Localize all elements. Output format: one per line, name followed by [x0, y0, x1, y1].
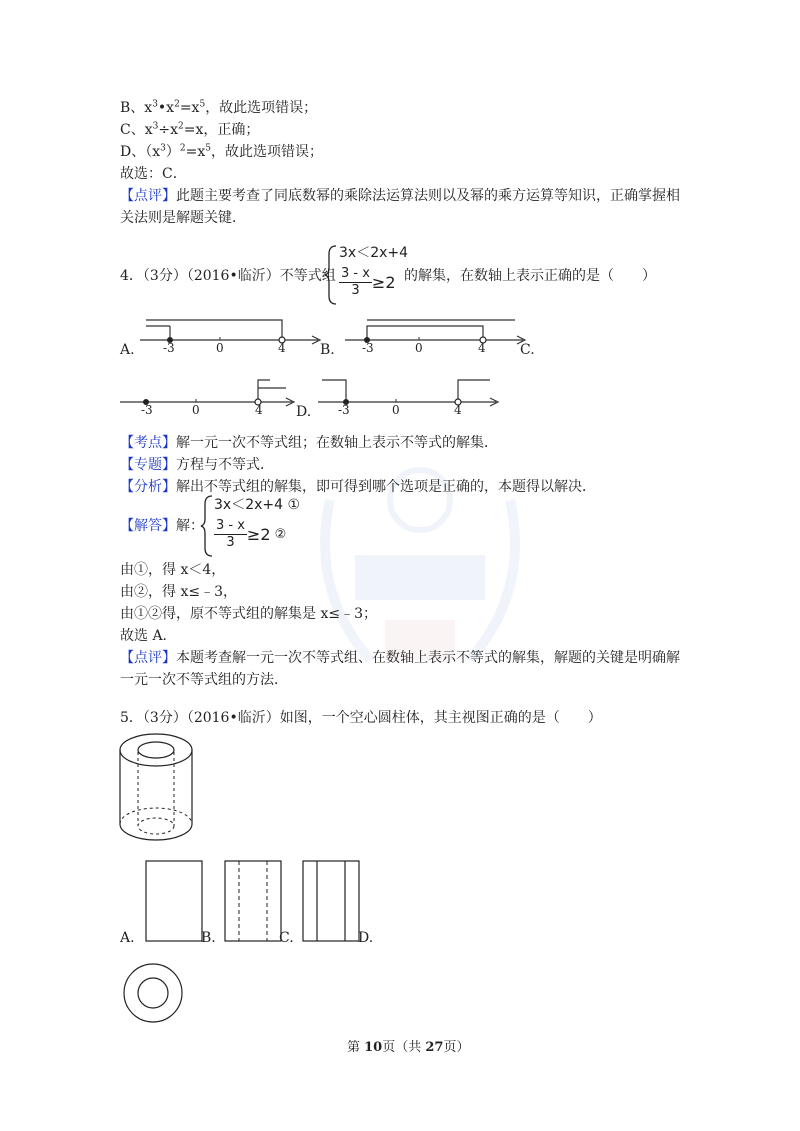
step-2: 由②，得 x≤﹣3， — [120, 584, 237, 600]
option-a-rect-figure — [145, 860, 203, 942]
tick-label: -3 — [362, 341, 374, 355]
q4-answer: 故选 A． — [120, 628, 177, 644]
tick-label: 4 — [278, 341, 286, 355]
q5-option-d-label: D. — [358, 930, 374, 946]
option-d-ring-figure — [122, 962, 184, 1024]
system-brace-icon — [326, 244, 338, 306]
tick-label: 0 — [192, 403, 200, 417]
tick-label: 4 — [478, 341, 486, 355]
q5-stem: 5．（3分）（2016•临沂）如图，一个空心圆柱体，其主视图正确的是（ ） — [120, 710, 602, 726]
option-d-label: D. — [296, 404, 312, 420]
jieda-inequality-1: 3x＜2x+4 ① — [214, 497, 301, 513]
option-a-label: A. — [120, 342, 135, 358]
tick-label: 4 — [255, 403, 263, 417]
jieda-line: 【解答】解： — [120, 518, 204, 534]
option-b-label: B. — [320, 342, 335, 358]
option-c-label: C. — [520, 342, 535, 358]
q4-stem-pre: 4．（3分）（2016•临沂）不等式组 — [120, 268, 336, 284]
tick-label: -3 — [141, 403, 153, 417]
q5-option-c-label: C. — [279, 930, 294, 946]
option-d-line: D、$(x^3)^2=x^5$，故此选项错误； — [120, 143, 323, 160]
step-3: 由①②得，原不等式组的解集是 x≤﹣3； — [120, 606, 377, 622]
step-1: 由①，得 x＜4， — [120, 562, 226, 578]
system-brace-icon — [202, 494, 214, 558]
zhuanti-line: 【专题】方程与不等式． — [120, 457, 274, 473]
tick-label: 0 — [415, 341, 423, 355]
option-b-line: B、$x^3•x^2=x^5$，故此选项错误； — [120, 99, 318, 116]
q3-answer: 故选：C． — [120, 166, 187, 182]
kaodian-line: 【考点】解一元一次不等式组；在数轴上表示不等式的解集． — [120, 435, 498, 451]
page-footer: 第 10页（共 27页） — [347, 1040, 470, 1055]
jieda-inequality-2: $\frac{3 - x}{3}$ ≥2 ② — [216, 518, 287, 550]
option-c-line: C、$x^3\div x^2=x$，正确； — [120, 121, 260, 138]
q3-comment-line2: 关法则是解题关键． — [120, 210, 246, 226]
hollow-cylinder-figure — [118, 732, 198, 844]
tick-label: 0 — [392, 403, 400, 417]
q4-comment-line1: 【点评】本题考查解一元一次不等式组、在数轴上表示不等式的解集，解题的关键是明确解 — [120, 650, 680, 666]
comment-tag: 【点评】 — [120, 188, 176, 204]
option-b-dashed-figure — [224, 860, 282, 942]
q4-stem-post: 的解集，在数轴上表示正确的是（ ） — [404, 268, 656, 284]
tick-label: -3 — [163, 341, 175, 355]
q4-comment-line2: 一元一次不等式组的方法． — [120, 672, 288, 688]
tick-label: 0 — [216, 341, 224, 355]
inequality-2: $\frac{3 - x}{3}$ ≥2 — [341, 266, 396, 298]
option-c-solid-figure — [302, 860, 360, 942]
fenxi-line: 【分析】解出不等式组的解集，即可得到哪个选项是正确的，本题得以解决． — [120, 479, 596, 495]
tick-label: -3 — [338, 403, 350, 417]
q5-option-a-label: A. — [120, 930, 135, 946]
q3-comment-line1: 【点评】此题主要考查了同底数幂的乘除法运算法则以及幂的乘方运算等知识，正确掌握相 — [120, 188, 680, 204]
q5-option-b-label: B. — [201, 930, 216, 946]
tick-label: 4 — [454, 403, 462, 417]
inequality-1: 3x＜2x+4 — [339, 245, 409, 261]
